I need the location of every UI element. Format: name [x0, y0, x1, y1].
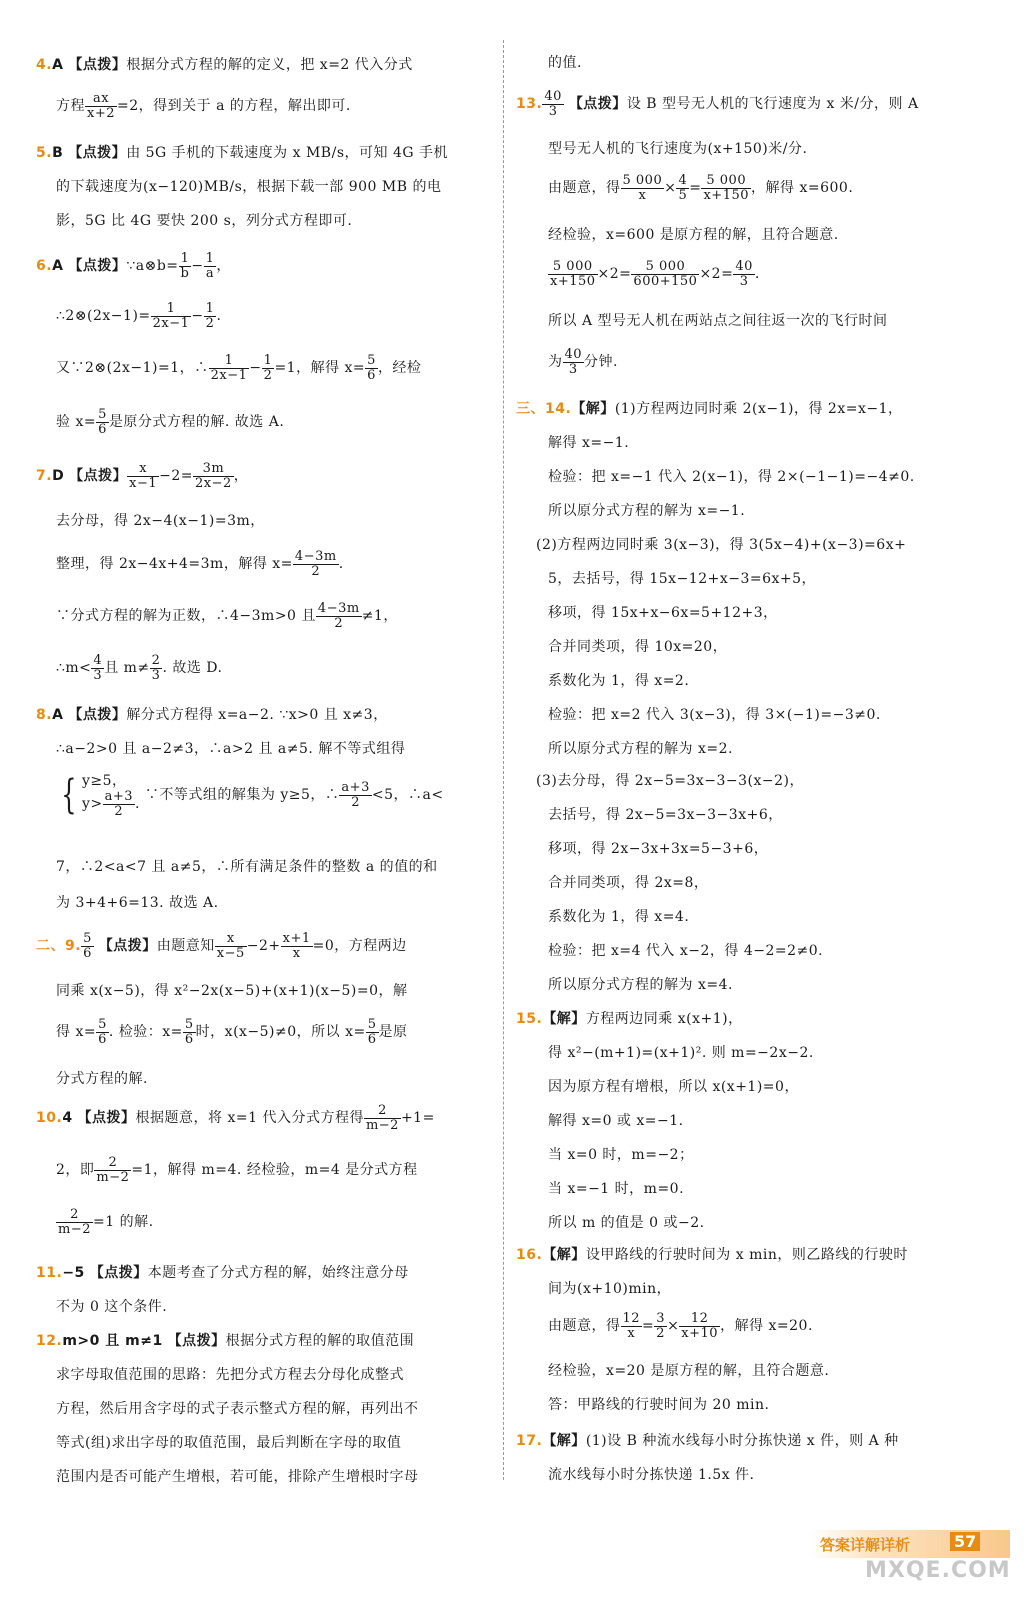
q9-line-4: 分式方程的解.	[56, 1071, 148, 1087]
q15-line-1: 15.【解】方程两边同乘 x(x+1)，	[516, 1011, 743, 1027]
q14-p3-line-3: 移项，得 2x−3x+3x=5−3+6，	[548, 841, 769, 857]
q16-line-3: 由题意，得 $\frac{12}{x}$ = $\frac{3}{2}$ × $\frac{12}{x+10}$ ，解得 x=20.	[548, 1311, 813, 1341]
q4-answer: A	[52, 57, 64, 73]
q7-line-1: 7.D 【点拨】 $\frac{x}{x-1}$ −2= $\frac{3m}{2x-2}$ ，	[36, 461, 249, 491]
q5-line-3: 影，5G 比 4G 要快 200 s，列分式方程即可.	[56, 213, 353, 229]
q14-p1-line-3: 检验：把 x=−1 代入 2(x−1)，得 2×(−1−1)=−4≠0.	[548, 469, 915, 485]
q10-line-1: 10.4 【点拨】根据题意，将 x=1 代入分式方程得 $\frac{2}{m-2}$ +1=	[36, 1103, 435, 1133]
q13-line-7: 为 $\frac{40}{3}$ 分钟.	[548, 347, 618, 377]
q15-line-4: 解得 x=0 或 x=−1.	[548, 1113, 684, 1129]
q17-line-1: 17.【解】(1)设 B 种流水线每小时分拣快递 x 件，则 A 种	[516, 1433, 899, 1449]
q4-tag: 【点拨】	[68, 57, 127, 73]
q17-line-2: 流水线每小时分拣快递 1.5x 件.	[548, 1467, 755, 1483]
q6-line-2: ∴2⊗(2x−1)= $\frac{1}{2x-1}$ − $\frac{1}{2}$ .	[56, 301, 222, 331]
q14-p2-line-1: (2)方程两边同时乘 3(x−3)，得 3(5x−4)+(x−3)=6x+	[536, 537, 907, 553]
q14-p2-line-4: 合并同类项，得 10x=20，	[548, 639, 728, 655]
q10-line-3: $\frac{2}{m-2}$ =1 的解.	[58, 1207, 154, 1237]
q14-p1-line-4: 所以原分式方程的解为 x=−1.	[548, 503, 746, 519]
q14-p1-line-2: 解得 x=−1.	[548, 435, 630, 451]
q12-line-2: 求字母取值范围的思路：先把分式方程去分母化成整式	[56, 1367, 404, 1383]
q14-p3-line-1: (3)去分母，得 2x−5=3x−3−3(x−2)，	[536, 773, 804, 789]
footer-label: 答案详解详析	[820, 1536, 911, 1554]
page-number: 57	[950, 1532, 980, 1551]
q13-line-1: 13. $\frac{40}{3}$ 【点拨】设 B 型号无人机的飞行速度为 x 米/分，则 A	[516, 89, 919, 119]
q14-p2-line-2: 5，去括号，得 15x−12+x−3=6x+5，	[548, 571, 817, 587]
q14-line-1: 三、14.【解】(1)方程两边同时乘 2(x−1)，得 2x=x−1，	[516, 401, 903, 417]
q14-p2-line-5: 系数化为 1，得 x=2.	[548, 673, 690, 689]
q4-number: 4.	[36, 57, 53, 73]
q8-line-4: 7，∴2<a<7 且 a≠5，∴所有满足条件的整数 a 的值的和	[56, 859, 438, 875]
q16-line-1: 16.【解】设甲路线的行驶时间为 x min，则乙路线的行驶时	[516, 1247, 908, 1263]
q13-line-2: 型号无人机的飞行速度为(x+150)米/分.	[548, 141, 808, 157]
fraction: $\frac{ax}{x+2}$	[87, 91, 115, 121]
q6-line-1: 6.A 【点拨】∵a⊗b= $\frac{1}{b}$ − $\frac{1}{a}$ ，	[36, 251, 231, 281]
q14-p2-line-6: 检验：把 x=2 代入 3(x−3)，得 3×(−1)=−3≠0.	[548, 707, 881, 723]
q12-line-3: 方程，然后用含字母的式子表示整式方程的解，再列出不	[56, 1401, 419, 1417]
q7-line-5: ∴m< $\frac{4}{3}$ 且 m≠ $\frac{2}{3}$ . 故选 D.	[56, 653, 223, 683]
q16-line-2: 间为(x+10)min，	[548, 1281, 672, 1297]
q12-continuation: 的值.	[548, 55, 582, 71]
q4-line-2: 方程 $\frac{ax}{x+2}$ =2，得到关于 a 的方程，解出即可.	[56, 91, 351, 121]
q12-line-4: 等式(组)求出字母的取值范围，最后判断在字母的取值	[56, 1435, 402, 1451]
q12-line-1: 12.m>0 且 m≠1 【点拨】根据分式方程的解的取值范围	[36, 1333, 415, 1349]
q13-line-4: 经检验，x=600 是原方程的解，且符合题意.	[548, 227, 839, 243]
q14-p3-line-6: 检验：把 x=4 代入 x−2，得 4−2=2≠0.	[548, 943, 824, 959]
q13-line-6: 所以 A 型号无人机在两站点之间往返一次的飞行时间	[548, 313, 888, 329]
q10-line-2: 2，即 $\frac{2}{m-2}$ =1，解得 m=4. 经检验，m=4 是分式方程	[56, 1155, 418, 1185]
q11-line-1: 11.−5 【点拨】本题考查了分式方程的解，始终注意分母	[36, 1265, 409, 1281]
q9-line-1: 二、9. $\frac{5}{6}$ 【点拨】由题意知 $\frac{x}{x-5}$ −2+ $\frac{x+1}{x}$ =0，方程两边	[36, 931, 407, 961]
q4-line-1: 4.A 【点拨】根据分式方程的解的定义，把 x=2 代入分式	[36, 57, 413, 73]
q13-line-5: $\frac{5 000}{x+150}$ ×2= $\frac{5 000}{600+150}$ ×2= $\frac{40}{3}$ .	[550, 259, 760, 289]
q14-p3-line-4: 合并同类项，得 2x=8，	[548, 875, 709, 891]
q9-line-2: 同乘 x(x−5)，得 x²−2x(x−5)+(x+1)(x−5)=0，解	[56, 983, 408, 999]
q7-line-2: 去分母，得 2x−4(x−1)=3m，	[56, 513, 265, 529]
q5-line-2: 的下载速度为(x−120)MB/s，根据下载一部 900 MB 的电	[56, 179, 442, 195]
column-divider	[503, 40, 504, 1480]
q8-line-5: 为 3+4+6=13. 故选 A.	[56, 895, 219, 911]
q11-line-2: 不为 0 这个条件.	[56, 1299, 168, 1315]
q12-line-5: 范围内是否可能产生增根，若可能，排除产生增根时字母	[56, 1469, 419, 1485]
q8-line-1: 8.A 【点拨】解分式方程得 x=a−2. ∵x>0 且 x≠3，	[36, 707, 388, 723]
q15-line-3: 因为原方程有增根，所以 x(x+1)=0，	[548, 1079, 799, 1095]
q9-line-3: 得 x= $\frac{5}{6}$ . 检验：x= $\frac{5}{6}$ 时，x(x−5)≠0，所以 x= $\frac{5}{6}$ 是原	[56, 1017, 408, 1047]
q6-line-3: 又∵2⊗(2x−1)=1，∴ $\frac{1}{2x-1}$ − $\frac{1}{2}$ =1，解得 x= $\frac{5}{6}$ ，经检	[56, 353, 422, 383]
q8-line-3: { y≥5， y> $\frac{a+3}{2}$ . ∵不等式组的解集为 y≥5，∴ $\frac{a+3}{2}$ <5，∴a<	[61, 772, 444, 819]
q15-line-2: 得 x²−(m+1)=(x+1)². 则 m=−2x−2.	[548, 1045, 814, 1061]
watermark: MXQE.COM	[865, 1558, 1011, 1583]
q8-line-2: ∴a−2>0 且 a−2≠3，∴a>2 且 a≠5. 解不等式组得	[56, 741, 406, 757]
q7-line-4: ∵分式方程的解为正数，∴4−3m>0 且 $\frac{4-3m}{2}$ ≠1，	[56, 601, 398, 631]
q15-line-6: 当 x=−1 时，m=0.	[548, 1181, 685, 1197]
q16-line-5: 答：甲路线的行驶时间为 20 min.	[548, 1397, 770, 1413]
q14-p2-line-7: 所以原分式方程的解为 x=2.	[548, 741, 733, 757]
q15-line-7: 所以 m 的值是 0 或−2.	[548, 1215, 705, 1231]
q7-line-3: 整理，得 2x−4x+4=3m，解得 x= $\frac{4-3m}{2}$ .	[56, 549, 344, 579]
q5-line-1: 5.B 【点拨】由 5G 手机的下载速度为 x MB/s，可知 4G 手机	[36, 145, 448, 161]
q14-p3-line-2: 去括号，得 2x−5=3x−3−3x+6，	[548, 807, 783, 823]
q14-p3-line-5: 系数化为 1，得 x=4.	[548, 909, 690, 925]
q15-line-5: 当 x=0 时，m=−2；	[548, 1147, 694, 1163]
q14-p2-line-3: 移项，得 15x+x−6x=5+12+3，	[548, 605, 778, 621]
q16-line-4: 经检验，x=20 是原方程的解，且符合题意.	[548, 1363, 830, 1379]
q13-line-3: 由题意，得 $\frac{5 000}{x}$ × $\frac{4}{5}$ = $\frac{5 000}{x+150}$ ，解得 x=600.	[548, 173, 854, 203]
q6-line-4: 验 x= $\frac{5}{6}$ 是原分式方程的解. 故选 A.	[56, 407, 285, 437]
q14-p3-line-7: 所以原分式方程的解为 x=4.	[548, 977, 733, 993]
